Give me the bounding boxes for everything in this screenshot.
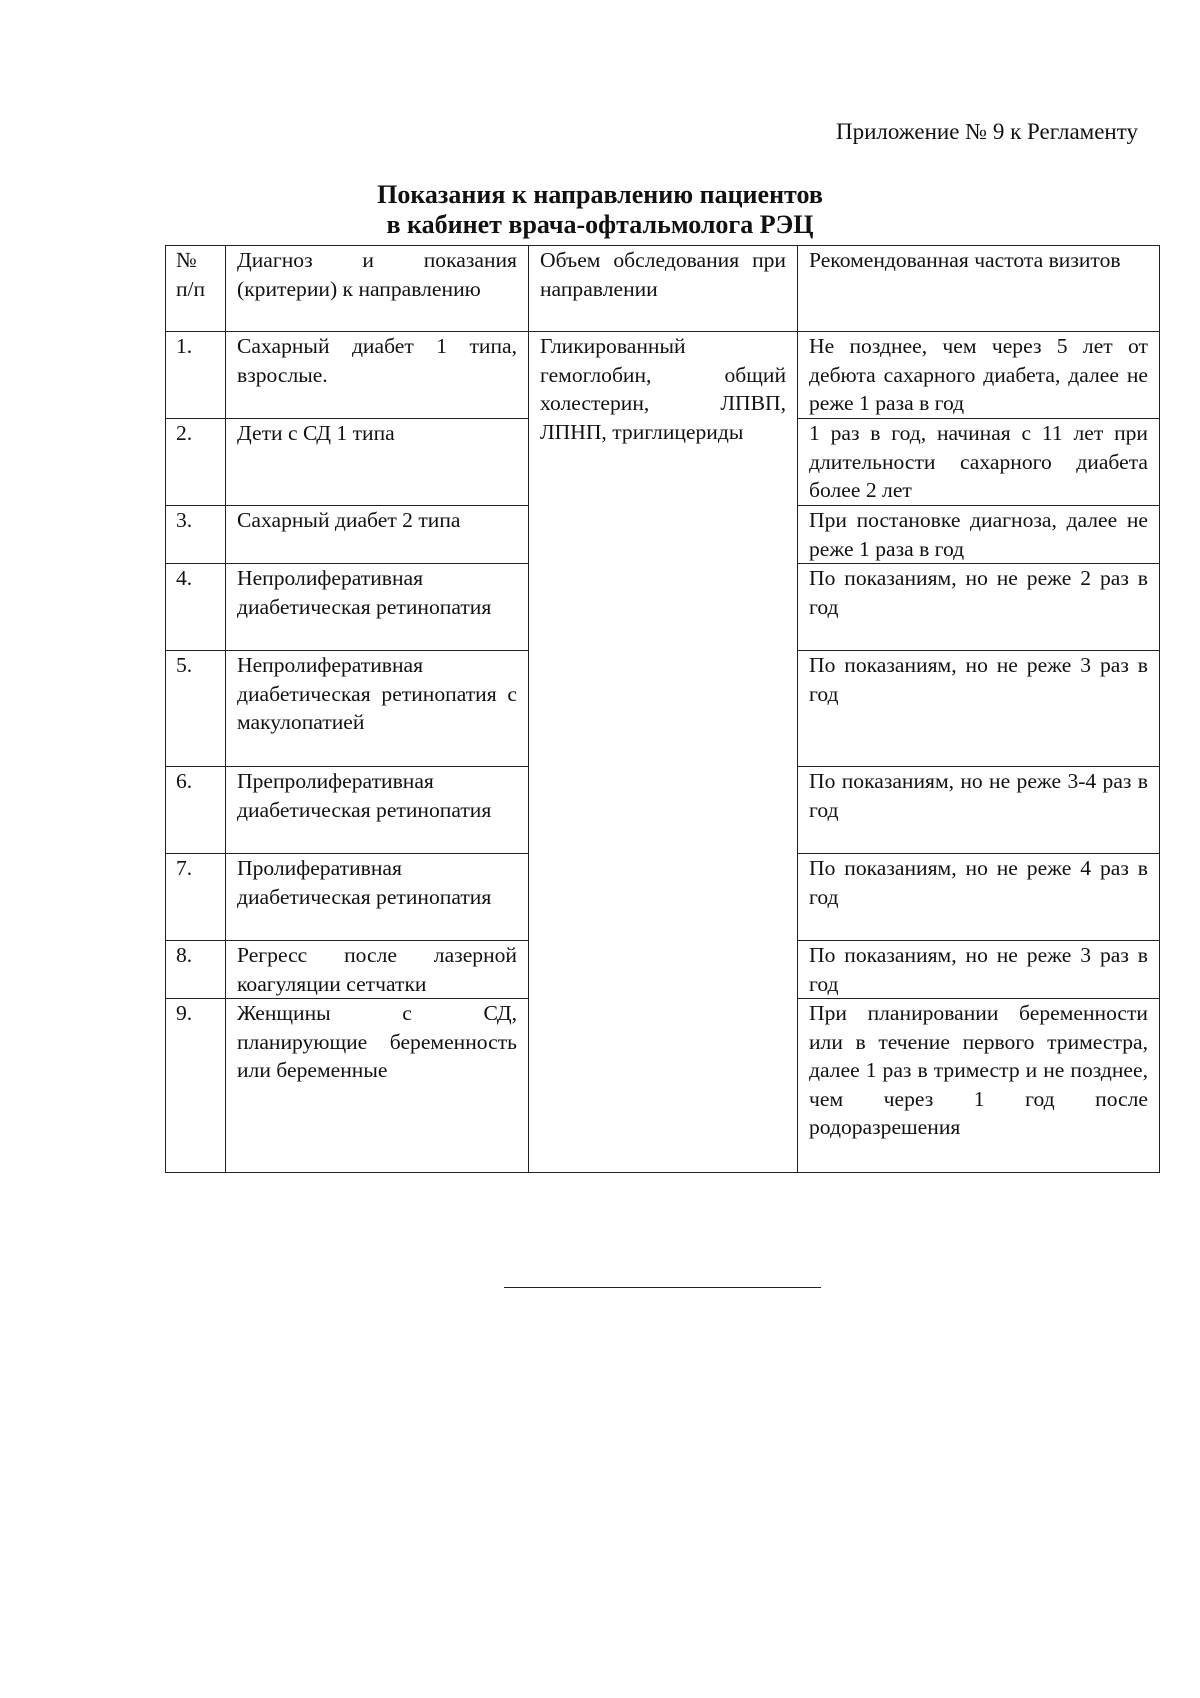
indications-table: [165, 245, 1160, 1173]
appendix-label: Приложение № 9 к Регламенту: [835, 119, 1138, 144]
row-diagnosis: Непролиферативная диабетическая ретинопатия: [226, 564, 529, 651]
header-exam: Объем обследования при направлении: [529, 246, 798, 332]
row-num: 5.: [166, 651, 226, 767]
document-title: [0, 180, 1200, 240]
header-num: № п/п: [166, 246, 226, 332]
row-frequency: По показаниям, но не реже 3 раз в год: [798, 941, 1160, 999]
row-diagnosis: Препролиферативная диабетическая ретинопатия: [226, 767, 529, 854]
row-num: 3.: [166, 506, 226, 564]
row-frequency: По показаниям, но не реже 3 раз в год: [798, 651, 1160, 767]
row-diagnosis: Сахарный диабет 2 типа: [226, 506, 529, 564]
signature-line: [504, 1287, 821, 1288]
header-frequency: Рекомендованная частота визитов: [798, 246, 1160, 332]
row-frequency: При планировании беременности или в течение первого триместра, далее 1 раз в триместр и не позднее, чем через 1 год после родоразрешения: [798, 999, 1160, 1173]
exam-scope-cell: Гликированный гемоглобин, общий холестерин, ЛПВП, ЛПНП, триглицериды: [529, 332, 798, 1173]
row-num: 1.: [166, 332, 226, 419]
title-line-1: Показания к направлению пациентов: [377, 180, 823, 209]
header-diagnosis: Диагноз и показания (критерии) к направлению: [226, 246, 529, 332]
row-diagnosis: Женщины с СД, планирующие беременность или беременные: [226, 999, 529, 1173]
row-frequency: По показаниям, но не реже 3-4 раз в год: [798, 767, 1160, 854]
row-num: 2.: [166, 419, 226, 506]
row-frequency: 1 раз в год, начиная с 11 лет при длительности сахарного диабета более 2 лет: [798, 419, 1160, 506]
row-diagnosis: Непролиферативная диабетическая ретинопатия с макулопатией: [226, 651, 529, 767]
row-frequency: Не позднее, чем через 5 лет от дебюта сахарного диабета, далее не реже 1 раза в год: [798, 332, 1160, 419]
row-frequency: По показаниям, но не реже 4 раз в год: [798, 854, 1160, 941]
row-diagnosis: Дети с СД 1 типа: [226, 419, 529, 506]
table-row: [166, 332, 1160, 419]
row-num: 6.: [166, 767, 226, 854]
row-num: 8.: [166, 941, 226, 999]
title-line-2: в кабинет врача-офтальмолога РЭЦ: [386, 210, 814, 239]
row-num: 7.: [166, 854, 226, 941]
row-num: 4.: [166, 564, 226, 651]
row-diagnosis: Сахарный диабет 1 типа, взрослые.: [226, 332, 529, 419]
row-frequency: При постановке диагноза, далее не реже 1 раза в год: [798, 506, 1160, 564]
row-diagnosis: Пролиферативная диабетическая ретинопатия: [226, 854, 529, 941]
table-header-row: [166, 246, 1160, 332]
row-num: 9.: [166, 999, 226, 1173]
row-diagnosis: Регресс после лазерной коагуляции сетчатки: [226, 941, 529, 999]
row-frequency: По показаниям, но не реже 2 раз в год: [798, 564, 1160, 651]
